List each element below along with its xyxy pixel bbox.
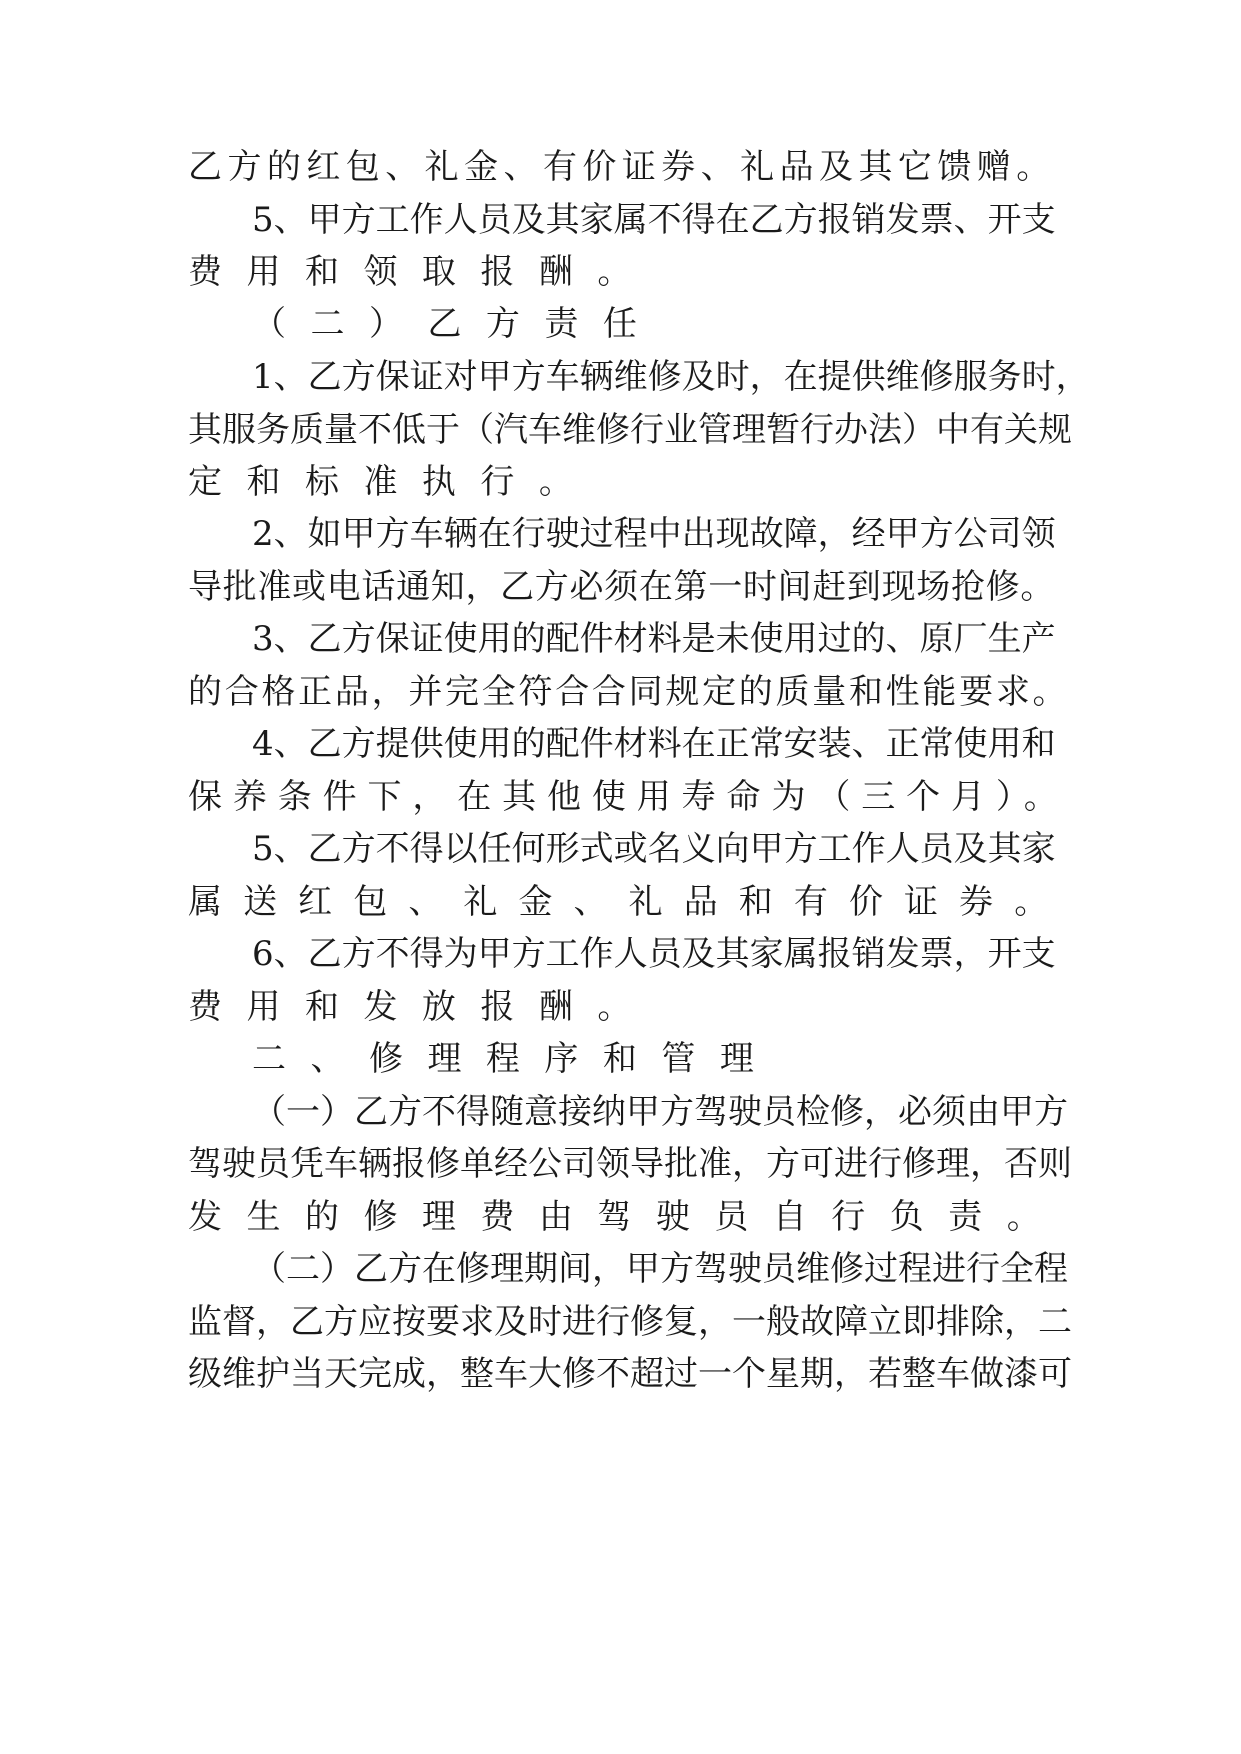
text-line: 5、乙方不得以任何形式或名义向甲方工作人员及其家 bbox=[252, 829, 1056, 869]
text-line: 属送红包、礼金、礼品和有价证券。 bbox=[188, 882, 1070, 922]
text-line: 的合格正品，并完全符合合同规定的质量和性能要求。 bbox=[188, 672, 1070, 712]
text-line: 驾驶员凭车辆报修单经公司领导批准，方可进行修理，否则 bbox=[188, 1144, 1072, 1184]
text-line: （二）乙方在修理期间，甲方驾驶员维修过程进行全程 bbox=[252, 1249, 1068, 1289]
text-line: 费用和领取报酬。 bbox=[188, 252, 656, 292]
text-line: 定和标准执行。 bbox=[188, 462, 598, 502]
section-heading: 二、修理程序和管理 bbox=[252, 1039, 779, 1079]
text-line: 6、乙方不得为甲方工作人员及其家属报销发票，开支 bbox=[252, 934, 1056, 974]
text-line: 其服务质量不低于（汽车维修行业管理暂行办法）中有关规 bbox=[188, 410, 1072, 450]
text-line: 费用和发放报酬。 bbox=[188, 987, 656, 1027]
text-line: 发生的修理费由驾驶员自行负责。 bbox=[188, 1197, 1066, 1237]
text-line: 5、甲方工作人员及其家属不得在乙方报销发票、开支 bbox=[252, 200, 1056, 240]
text-line: 保养条件下，在其他使用寿命为（三个月）。 bbox=[188, 777, 1069, 817]
text-line: 导批准或电话通知，乙方必须在第一时间赶到现场抢修。 bbox=[188, 567, 1055, 607]
section-heading: （二）乙方责任 bbox=[252, 304, 662, 344]
text-line: 3、乙方保证使用的配件材料是未使用过的、原厂生产 bbox=[252, 619, 1056, 659]
text-line: 乙方的红包、礼金、有价证券、礼品及其它馈赠。 bbox=[188, 147, 1056, 187]
text-line: 2、如甲方车辆在行驶过程中出现故障，经甲方公司领 bbox=[252, 514, 1056, 554]
text-line: 1、乙方保证对甲方车辆维修及时，在提供维修服务时， bbox=[252, 357, 1090, 397]
text-line: （一）乙方不得随意接纳甲方驾驶员检修，必须由甲方 bbox=[252, 1092, 1068, 1132]
text-line: 4、乙方提供使用的配件材料在正常安装、正常使用和 bbox=[252, 724, 1056, 764]
text-line: 监督，乙方应按要求及时进行修复，一般故障立即排除，二 bbox=[188, 1302, 1072, 1342]
text-line: 级维护当天完成，整车大修不超过一个星期，若整车做漆可 bbox=[188, 1354, 1072, 1394]
